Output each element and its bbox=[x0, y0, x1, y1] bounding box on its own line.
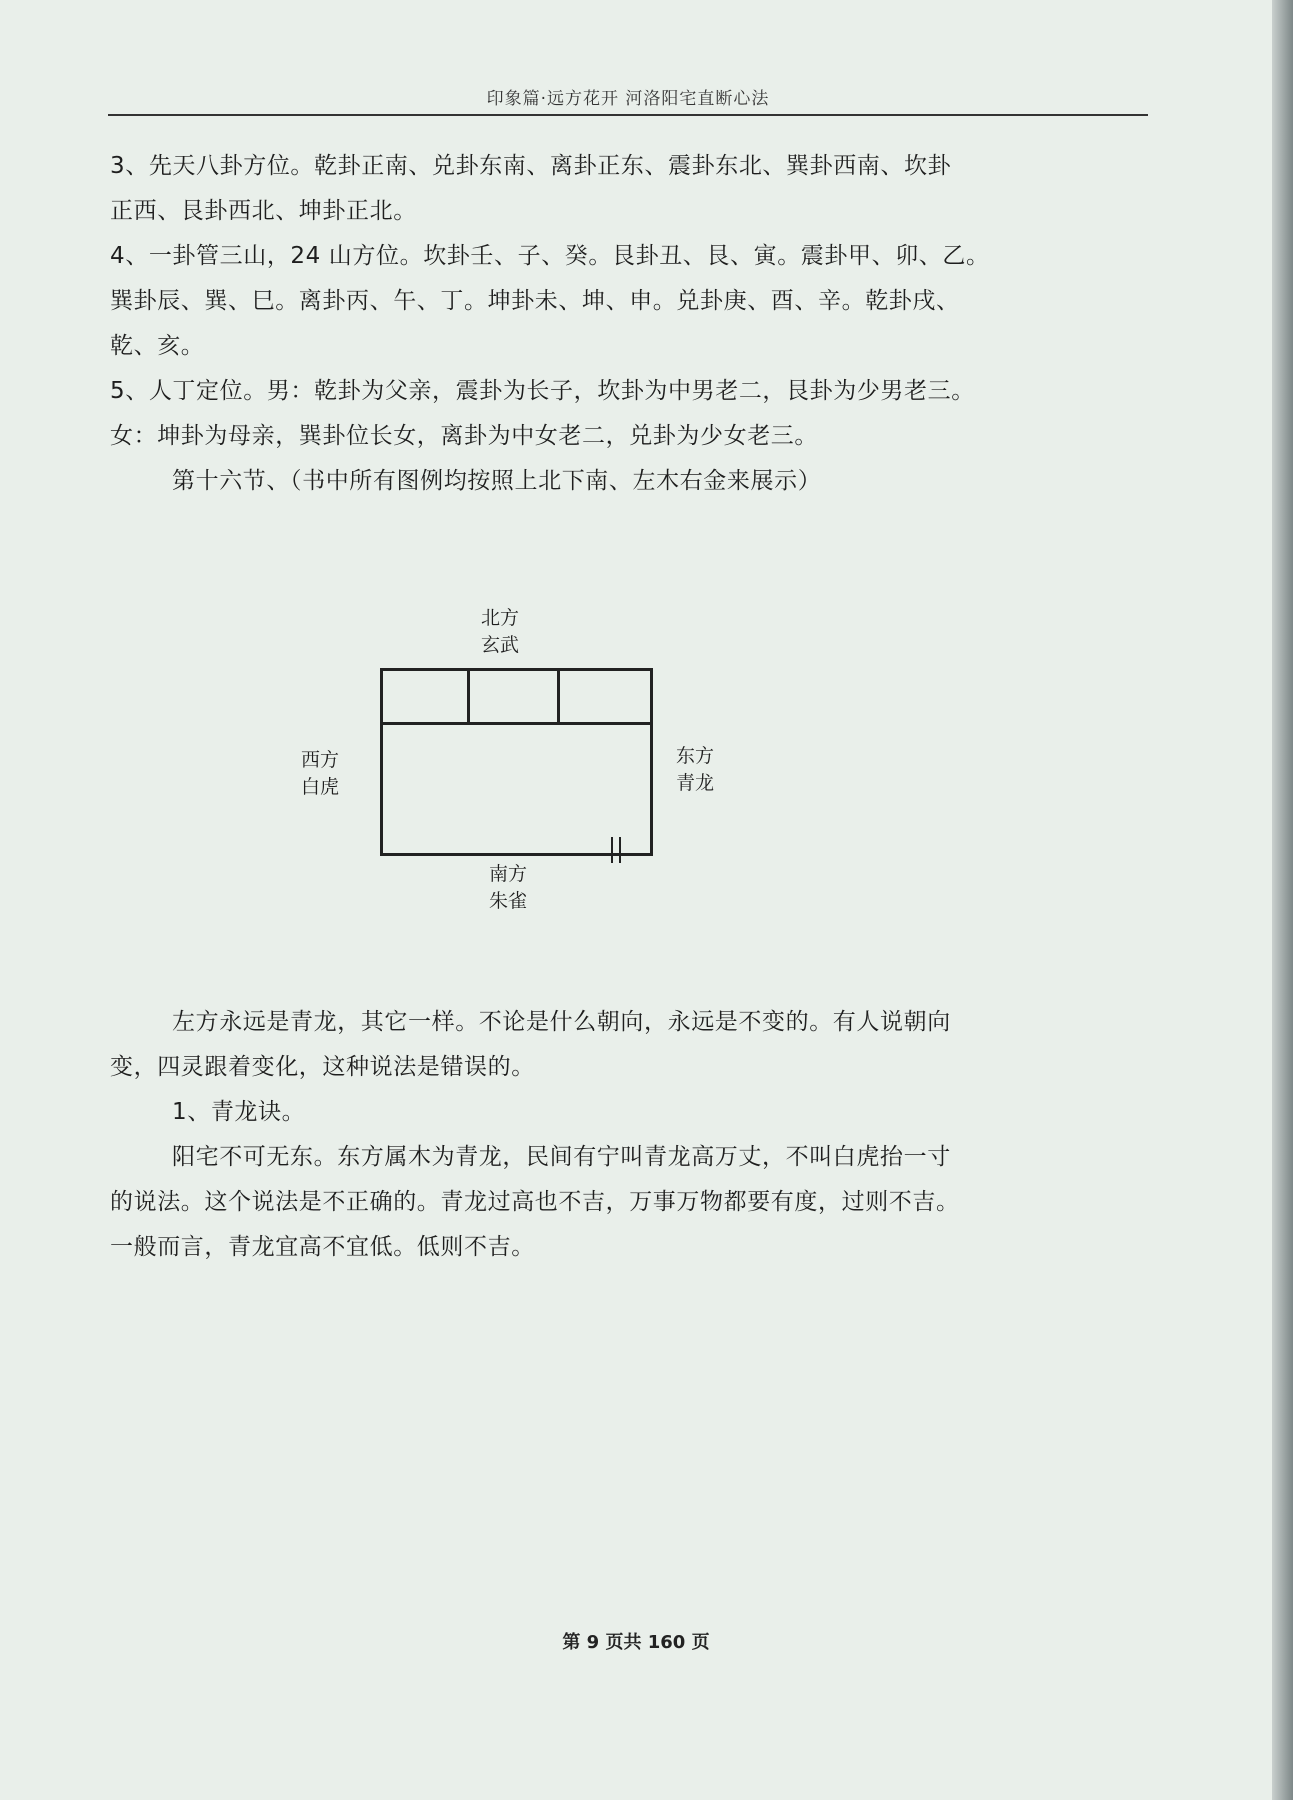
south-label bbox=[478, 861, 538, 915]
south-label-line2: 朱雀 bbox=[488, 890, 527, 912]
para2-line3: 一般而言，青龙宜高不宜低。低则不吉。 bbox=[110, 1234, 535, 1260]
west-label bbox=[290, 747, 350, 801]
para2-line1: 阳宅不可无东。东方属木为青龙，民间有宁叫青龙高万丈，不叫白虎抬一寸 bbox=[172, 1144, 951, 1170]
item5-line1: 5、人丁定位。男：乾卦为父亲，震卦为长子，坎卦为中男老二，艮卦为少男老三。 bbox=[110, 378, 975, 404]
text-block-top bbox=[110, 144, 1160, 504]
room-divider bbox=[467, 671, 470, 722]
item5-line2: 女：坤卦为母亲，巽卦位长女，离卦为中女老二，兑卦为少女老三。 bbox=[110, 423, 818, 449]
east-label bbox=[665, 743, 725, 797]
item4-line1: 4、一卦管三山，24 山方位。坎卦壬、子、癸。艮卦丑、艮、寅。震卦甲、卯、乙。 bbox=[110, 243, 990, 269]
item4-line2: 巽卦辰、巽、巳。离卦丙、午、丁。坤卦未、坤、申。兑卦庚、酉、辛。乾卦戌、 bbox=[110, 288, 960, 314]
west-label-line2: 白虎 bbox=[300, 776, 339, 798]
page-number: 第 9 页共 160 页 bbox=[562, 1632, 710, 1653]
room-divider bbox=[557, 671, 560, 722]
item3-line2: 正西、艮卦西北、坤卦正北。 bbox=[110, 198, 417, 224]
para1-line2: 变，四灵跟着变化，这种说法是错误的。 bbox=[110, 1054, 535, 1080]
gate-mark bbox=[619, 837, 621, 863]
para1-line1: 左方永远是青龙，其它一样。不论是什么朝向，永远是不变的。有人说朝向 bbox=[172, 1009, 951, 1035]
section16-heading: 第十六节、（书中所有图例均按照上北下南、左木右金来展示） bbox=[172, 468, 822, 494]
east-label-line1: 东方 bbox=[675, 745, 714, 767]
west-label-line1: 西方 bbox=[300, 749, 339, 771]
para2-line2: 的说法。这个说法是不正确的。青龙过高也不吉，万事万物都要有度，过则不吉。 bbox=[110, 1189, 960, 1215]
four-directions-diagram bbox=[290, 605, 750, 925]
running-header: 印象篇·远方花开 河洛阳宅直断心法 bbox=[486, 89, 770, 109]
text-block-bottom bbox=[110, 1000, 1160, 1270]
east-label-line2: 青龙 bbox=[675, 772, 714, 794]
house-outline bbox=[380, 668, 653, 856]
south-label-line1: 南方 bbox=[488, 863, 527, 885]
item3-line1: 3、先天八卦方位。乾卦正南、兑卦东南、离卦正东、震卦东北、巽卦西南、坎卦 bbox=[110, 153, 952, 179]
house-top-row bbox=[383, 671, 650, 725]
north-label-line1: 北方 bbox=[480, 607, 519, 629]
gate-mark bbox=[611, 837, 613, 863]
item4-line3: 乾、亥。 bbox=[110, 333, 205, 359]
page-edge-shadow bbox=[1272, 0, 1293, 1800]
qinglong-heading: 1、青龙诀。 bbox=[172, 1099, 306, 1125]
north-label bbox=[470, 605, 530, 659]
header-rule bbox=[108, 114, 1148, 116]
north-label-line2: 玄武 bbox=[480, 634, 519, 656]
